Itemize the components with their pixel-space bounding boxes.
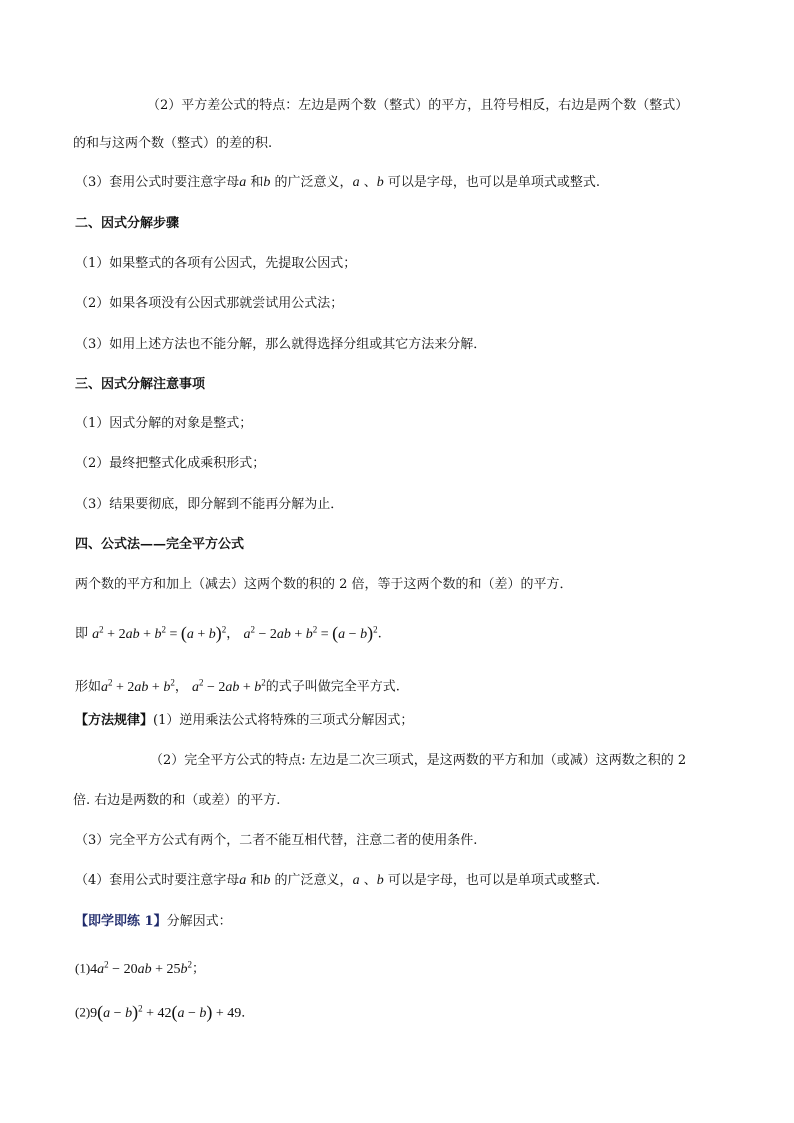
section-heading-perfect-square: 四、公式法——完全平方公式 bbox=[75, 537, 245, 552]
step-2: （2）如果各项没有公因式那就尝试用公式法； bbox=[75, 296, 344, 311]
paragraph-2-line-2: 的和与这两个数（整式）的差的积. bbox=[73, 136, 273, 151]
note-1: （1）因式分解的对象是整式； bbox=[75, 416, 253, 431]
formula-sum-square: $a^2 + 2ab + b^2 = (a + b)^2$ bbox=[92, 622, 227, 643]
section-heading-steps: 二、因式分解步骤 bbox=[75, 216, 180, 231]
method-rule-1: 【方法规律】(1）逆用乘法公式将特殊的三项式分解因式； bbox=[75, 713, 414, 728]
step-1: （1）如果整式的各项有公因式，先提取公因式； bbox=[75, 256, 357, 271]
exercise-heading: 【即学即练 1】分解因式： bbox=[75, 914, 232, 929]
form-expression-minus: $a^2 - 2ab + b^2$ bbox=[191, 677, 266, 695]
step-3: （3）如用上述方法也不能分解，那么就得选择分组或其它方法来分解． bbox=[75, 337, 487, 352]
formula-diff-square: $a^2 - 2ab + b^2 = (a - b)^2$ bbox=[243, 622, 378, 643]
note-2: （2）最终把整式化成乘积形式； bbox=[75, 456, 266, 471]
method-rule-3: （3）完全平方公式有两个，二者不能互相代替，注意二者的使用条件. bbox=[75, 833, 478, 848]
definition-text: 两个数的平方和加上（减去）这两个数的积的 2 倍，等于这两个数的和（差）的平方． bbox=[75, 577, 573, 592]
note-3: （3）结果要彻底，即分解到不能再分解为止． bbox=[75, 497, 344, 512]
exercise-question-1: $(1)4a^2 - 20ab + 25b^2$； bbox=[75, 959, 205, 977]
paragraph-3: （3）套用公式时要注意字母a 和b 的广泛意义，a 、b 可以是字母，也可以是单项式或整式. bbox=[75, 175, 600, 190]
method-rule-2-line-2: 倍. 右边是两数的和（或差）的平方. bbox=[73, 793, 281, 808]
perfect-square-form-line: 形如$a^2 + 2ab + b^2$， $a^2 - 2ab + b^2$的式子叫做完全平方式. bbox=[75, 677, 400, 695]
formula-line: 即 $a^2 + 2ab + b^2 = (a + b)^2$， $a^2 - 2ab + b^2 = (a - b)^2$. bbox=[75, 622, 382, 643]
section-heading-notes: 三、因式分解注意事项 bbox=[75, 377, 206, 392]
question-1-expression: $4a^2 - 20ab + 25b^2$ bbox=[90, 959, 192, 977]
question-2-expression: $9(a - b)^2 + 42(a - b) + 49$ bbox=[90, 1001, 242, 1022]
method-rule-2-line-1: （2）完全平方公式的特点: 左边是二次三项式，是这两数的平方和加（或减）这两数之积的 2 bbox=[150, 753, 687, 768]
paragraph-2-line-1: （2）平方差公式的特点：左边是两个数（整式）的平方，且符号相反，右边是两个数（整式） bbox=[147, 98, 689, 113]
form-expression-plus: $a^2 + 2ab + b^2$ bbox=[101, 677, 175, 695]
method-rule-4: （4）套用公式时要注意字母a 和b 的广泛意义，a 、b 可以是字母，也可以是单项式或整式. bbox=[75, 873, 600, 888]
exercise-question-2: $(2)9(a - b)^2 + 42(a - b) + 49$． bbox=[75, 1001, 255, 1022]
